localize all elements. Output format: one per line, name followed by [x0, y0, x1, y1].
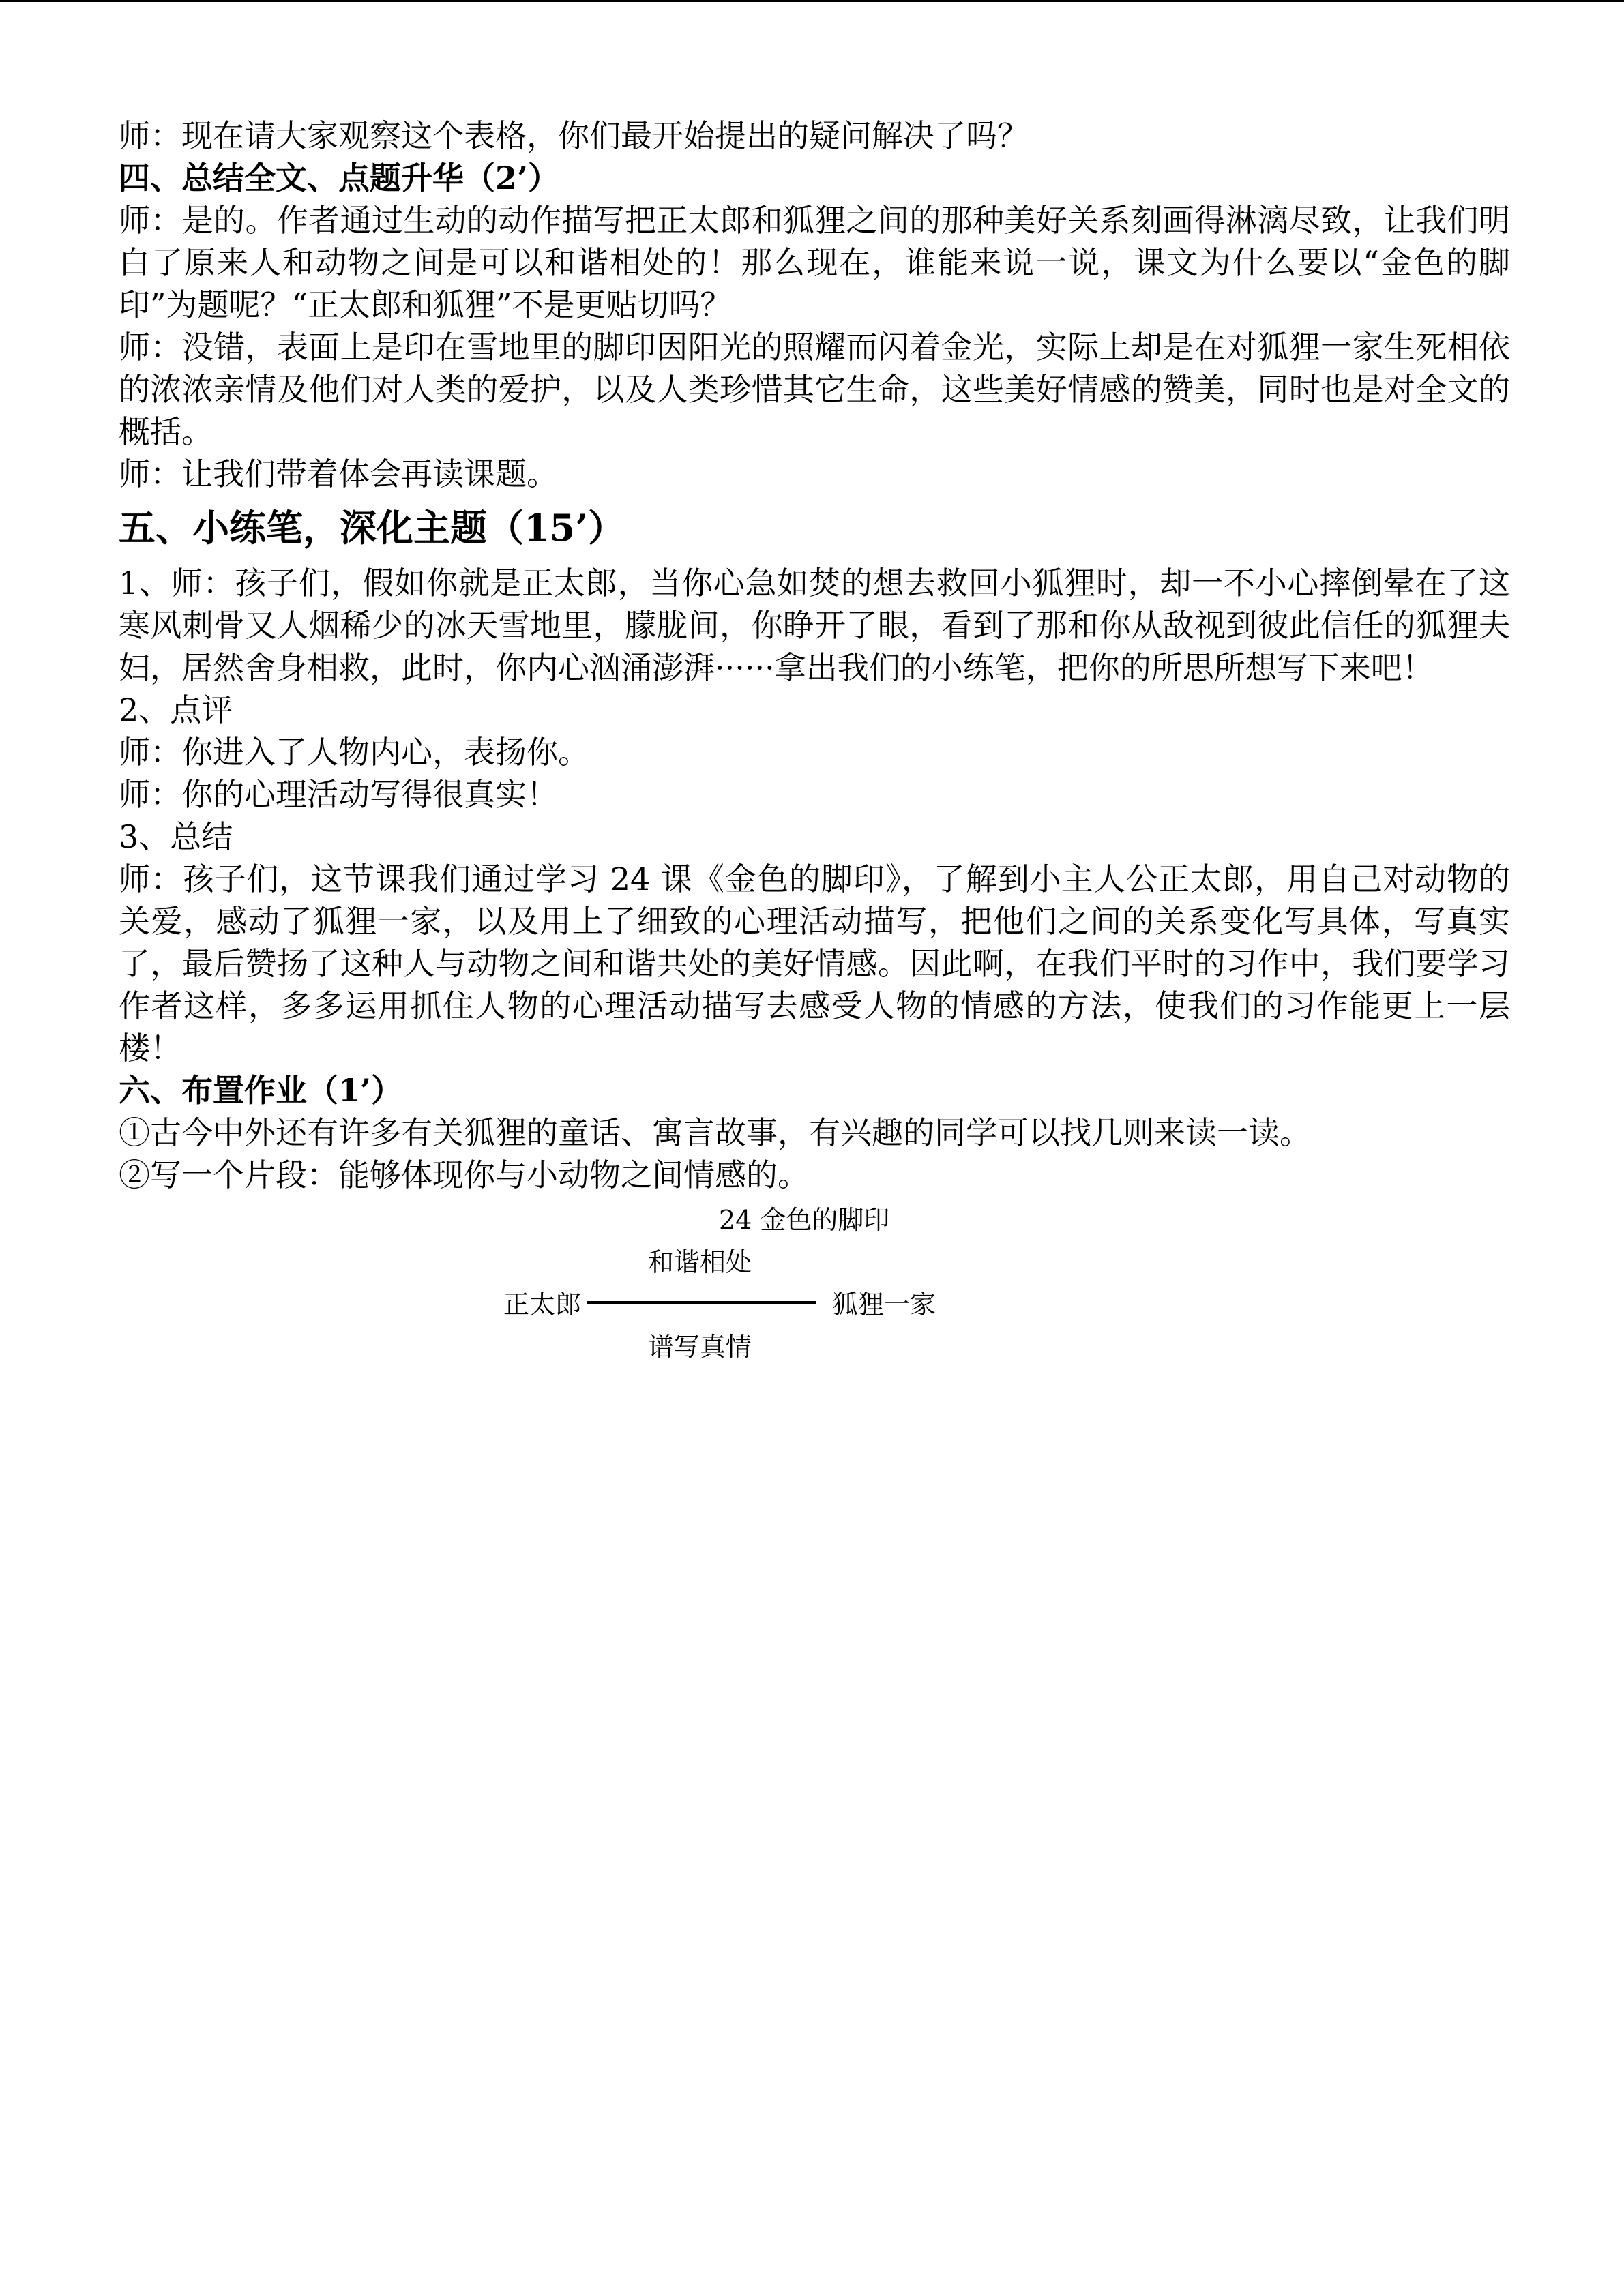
board-right-label: 狐狸一家	[832, 1289, 936, 1320]
homework-item-2: ②写一个片段：能够体现你与小动物之间情感的。	[119, 1157, 809, 1193]
teacher-line-observe-table: 师：现在请大家观察这个表格，你们最开始提出的疑问解决了吗？	[119, 117, 1029, 154]
item-conclusion-label: 3、总结	[119, 818, 233, 855]
teacher-paragraph-title-meaning: 师：没错，表面上是印在雪地里的脚印因阳光的照耀而闪着金光，实际上却是在对狐狸一家生死相依的浓浓亲情及他们对人类的爱护，以及人类珍惜其它生命，这些美好情感的赞美，同时也是对全文的概括。	[119, 329, 1510, 450]
page-top-border	[0, 0, 1624, 2]
board-top-label: 和谐相处	[648, 1247, 752, 1277]
item-comment-label: 2、点评	[119, 691, 233, 728]
teacher-conclusion-paragraph: 师：孩子们，这节课我们通过学习 24 课《金色的脚印》，了解到小主人公正太郎，用自己对动物的关爱，感动了狐狸一家，以及用上了细致的心理活动描写，把他们之间的关系变化写具体，写真实了，最后赞扬了这种人与动物之间和谐共处的美好情感。因此啊，在我们平时的习作中，我们要学习作者这样，多多运用抓住人物的心理活动描写去感受人物的情感的方法，使我们的习作能更上一层楼！	[119, 861, 1510, 1067]
teacher-line-reread-title: 师：让我们带着体会再读课题。	[119, 456, 558, 492]
teacher-paragraph-summary: 师：是的。作者通过生动的动作描写把正太郎和狐狸之间的那种美好关系刻画得淋漓尽致，让我们明白了原来人和动物之间是可以和谐相处的！那么现在，谁能来说一说，课文为什么要以“金色的脚印”为题呢？“正太郎和狐狸”不是更贴切吗？	[119, 202, 1510, 323]
blackboard-design	[119, 1199, 1510, 1362]
board-left-label: 正太郎	[503, 1289, 582, 1320]
practice-prompt-paragraph: 1、师：孩子们，假如你就是正太郎，当你心急如焚的想去救回小狐狸时，却一不小心摔倒晕在了这寒风刺骨又人烟稀少的冰天雪地里，朦胧间，你睁开了眼，看到了那和你从敌视到彼此信任的狐狸夫妇，居然舍身相救，此时，你内心汹涌澎湃······拿出我们的小练笔，把你的所思所想写下来吧！	[119, 565, 1510, 686]
board-bottom-label: 谱写真情	[648, 1332, 752, 1362]
homework-item-1: ①古今中外还有许多有关狐狸的童话、寓言故事，有兴趣的同学可以找几则来读一读。	[119, 1114, 1311, 1151]
section-heading-homework: 六、布置作业（1’）	[119, 1072, 403, 1109]
teacher-comment-1: 师：你进入了人物内心，表扬你。	[119, 734, 589, 771]
teacher-comment-2: 师：你的心理活动写得很真实！	[119, 776, 558, 813]
section-heading-summary: 四、总结全文、点题升华（2’）	[119, 160, 560, 196]
board-connector-line	[587, 1301, 816, 1304]
board-title: 24 金色的脚印	[719, 1205, 890, 1235]
section-heading-writing-practice: 五、小练笔，深化主题（15’）	[119, 506, 625, 550]
document-page	[119, 115, 1510, 1362]
